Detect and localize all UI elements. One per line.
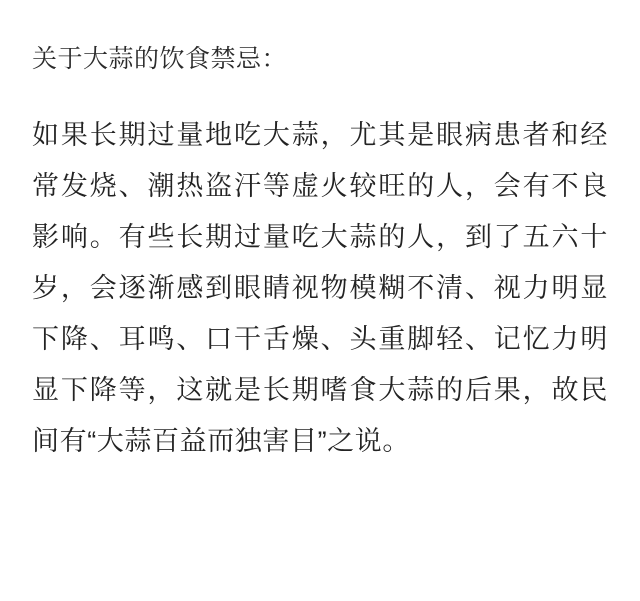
document-body-paragraph: 如果长期过量地吃大蒜，尤其是眼病患者和经常发烧、潮热盗汗等虚火较旺的人，会有不良影响。有些长期过量吃大蒜的人，到了五六十岁，会逐渐感到眼睛视物模糊不清、视力明显下降、耳鸣、口干舌燥、头重脚轻、记忆力明显下降等，这就是长期嗜食大蒜的后果，故民间有“大蒜百益而独害目”之说。 [32, 120, 608, 456]
document-heading: 关于大蒜的饮食禁忌： [32, 45, 288, 73]
